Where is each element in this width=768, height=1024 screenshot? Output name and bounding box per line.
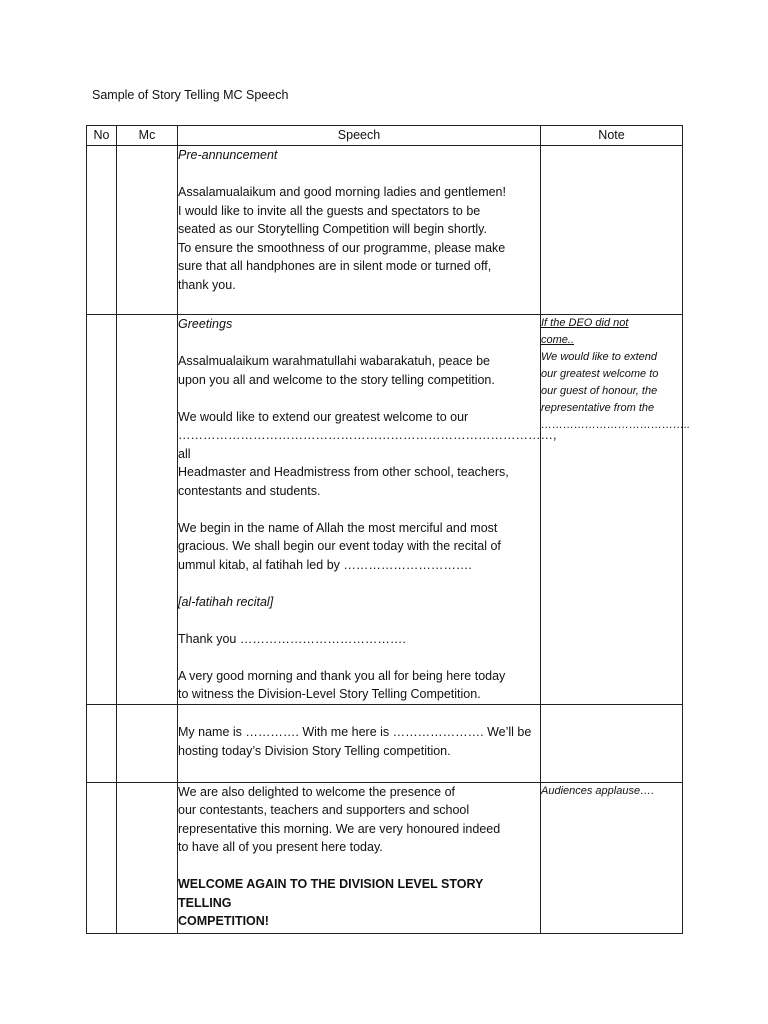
cell-note bbox=[541, 146, 683, 315]
closing-announcement: WELCOME AGAIN TO THE DIVISION LEVEL STORY TELLING COMPETITION! bbox=[178, 877, 484, 928]
speech-paragraph: Thank you …………………………………. bbox=[178, 631, 406, 646]
table-header-row bbox=[87, 126, 683, 146]
note-condition: If the DEO did not come.. bbox=[541, 317, 629, 346]
speech-paragraph: My name is …………. With me here is …………………. We’ll be hosting today’s Division Story Telling competition. bbox=[178, 725, 532, 758]
cell-speech bbox=[178, 146, 541, 315]
speech-paragraph: We would like to extend our greatest welcome to our ………………………………………………………………………………, all Headmaster and Headmistress from other school, teachers, contestants and students. bbox=[178, 409, 557, 498]
stage-direction: [al-fatihah recital] bbox=[178, 594, 274, 609]
note-text: We would like to extend our greatest welcome to our guest of honour, the representative from the ………………………………….. bbox=[541, 351, 691, 431]
speech-paragraph: We begin in the name of Allah the most merciful and most gracious. We shall begin our event today with the recital of ummul kitab, al fatihah led by …………………………. bbox=[178, 520, 501, 572]
cell-mc bbox=[117, 146, 178, 315]
table-row bbox=[87, 315, 683, 705]
cell-no bbox=[87, 782, 117, 933]
cell-note bbox=[541, 704, 683, 782]
header-speech: Speech bbox=[178, 126, 541, 146]
speech-paragraph: A very good morning and thank you all for being here today to witness the Division-Level Story Telling Competition. bbox=[178, 668, 506, 701]
cell-no bbox=[87, 704, 117, 782]
table-row bbox=[87, 704, 683, 782]
speech-paragraph: We are also delighted to welcome the presence of our contestants, teachers and supporters and school representative this morning. We are very honoured indeed to have all of you present here today. bbox=[178, 784, 501, 854]
note-text: Audiences applause…. bbox=[541, 784, 655, 797]
header-no: No bbox=[87, 126, 117, 146]
header-mc: Mc bbox=[117, 126, 178, 146]
cell-no bbox=[87, 146, 117, 315]
section-heading: Pre-annuncement bbox=[178, 148, 278, 162]
cell-no bbox=[87, 315, 117, 705]
cell-speech bbox=[178, 315, 557, 705]
cell-speech bbox=[178, 704, 541, 782]
cell-mc bbox=[117, 315, 178, 705]
table-row bbox=[87, 146, 683, 315]
header-note: Note bbox=[541, 126, 683, 146]
document-title: Sample of Story Telling MC Speech bbox=[92, 88, 289, 102]
table-row bbox=[87, 782, 683, 933]
cell-mc bbox=[117, 704, 178, 782]
speech-table bbox=[86, 125, 691, 934]
cell-note bbox=[541, 315, 691, 705]
speech-paragraph: Assalmualaikum warahmatullahi wabarakatuh, peace be upon you all and welcome to the story telling competition. bbox=[178, 354, 495, 387]
cell-speech bbox=[178, 782, 541, 933]
cell-mc bbox=[117, 782, 178, 933]
speech-paragraph: Assalamualaikum and good morning ladies and gentlemen! I would like to invite all the guests and spectators to be seated as our Storytelling Competition will begin shortly. To ensure the smoothness of our programme, please make sure that all handphones are in silent mode or turned off, thank you. bbox=[178, 185, 506, 292]
cell-note bbox=[541, 782, 683, 933]
section-heading: Greetings bbox=[178, 317, 233, 331]
